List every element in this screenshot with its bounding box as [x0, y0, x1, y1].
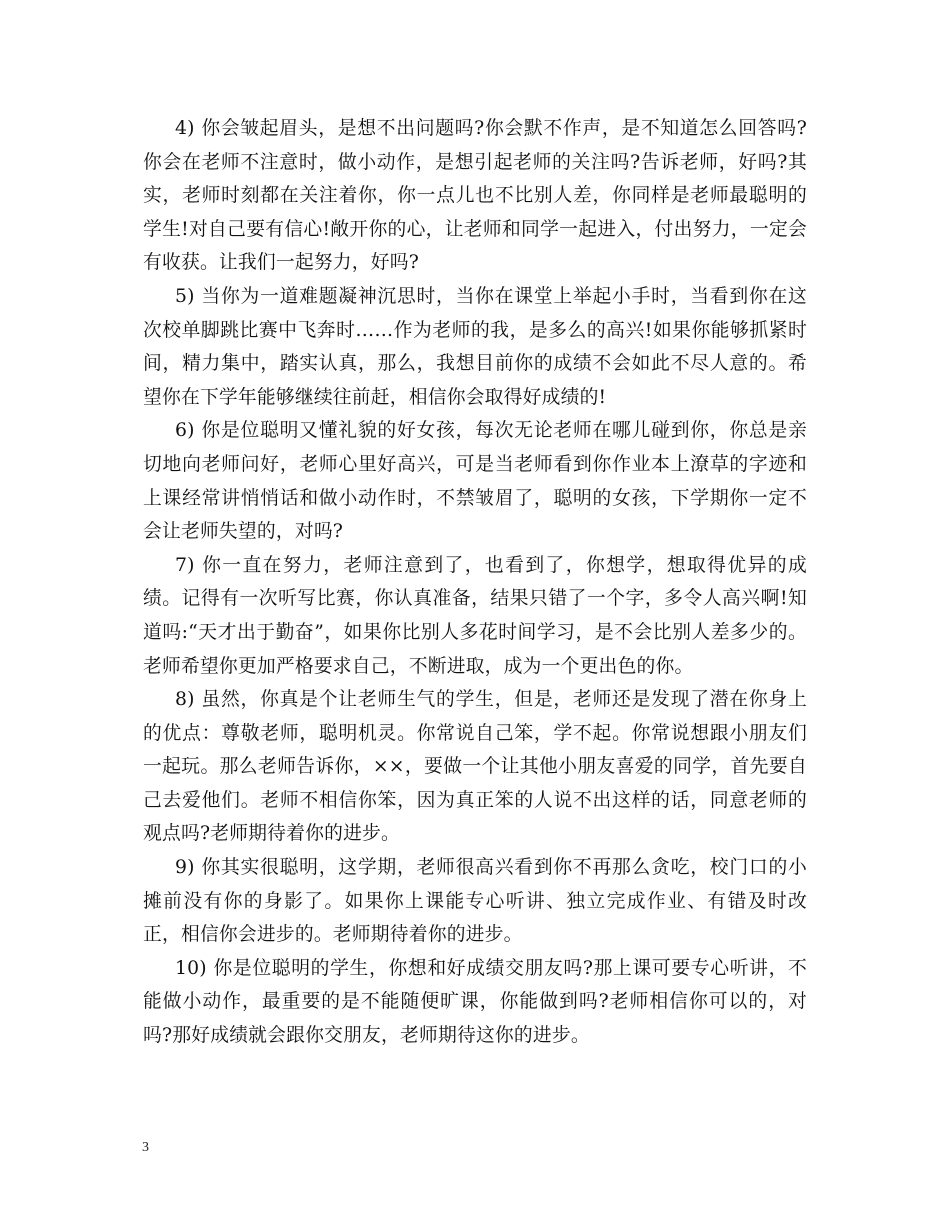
- paragraph-5: 5) 当你为一道难题凝神沉思时，当你在课堂上举起小手时，当看到你在这次校单脚跳比赛中飞奔时……作为老师的我，是多么的高兴!如果你能够抓紧时间，精力集中，踏实认真，那么，我想目前你的成绩不会如此不尽人意的。希望你在下学年能够继续往前赶，相信你会取得好成绩的!: [143, 285, 807, 408]
- paragraph-6: 6) 你是位聪明又懂礼貌的好女孩，每次无论老师在哪儿碰到你，你总是亲切地向老师问好，老师心里好高兴，可是当老师看到你作业本上潦草的字迹和上课经常讲悄悄话和做小动作时，不禁皱眉了，聪明的女孩，下学期你一定不会让老师失望的，对吗?: [143, 420, 807, 543]
- paragraph-8: 8) 虽然，你真是个让老师生气的学生，但是，老师还是发现了潜在你身上的优点：尊敬老师，聪明机灵。你常说自己笨，学不起。你常说想跟小朋友们一起玩。那么老师告诉你，××，要做一个让其他小朋友喜爱的同学，首先要自己去爱他们。老师不相信你笨，因为真正笨的人说不出这样的话，同意老师的观点吗?老师期待着你的进步。: [143, 689, 807, 845]
- document-body: [143, 112, 807, 1053]
- paragraph-7: 7) 你一直在努力，老师注意到了，也看到了，你想学，想取得优异的成绩。记得有一次听写比赛，你认真准备，结果只错了一个字，多令人高兴啊!知道吗:“天才出于勤奋”，如果你比别人多花时间学习，是不会比别人差多少的。老师希望你更加严格要求自己，不断进取，成为一个更出色的你。: [143, 554, 807, 677]
- paragraph-4: 4) 你会皱起眉头，是想不出问题吗?你会默不作声，是不知道怎么回答吗?你会在老师不注意时，做小动作，是想引起老师的关注吗?告诉老师，好吗?其实，老师时刻都在关注着你，你一点儿也不比别人差，你同样是老师最聪明的学生!对自己要有信心!敞开你的心，让老师和同学一起进入，付出努力，一定会有收获。让我们一起努力，好吗?: [143, 118, 807, 274]
- paragraph-9: 9) 你其实很聪明，这学期，老师很高兴看到你不再那么贪吃，校门口的小摊前没有你的身影了。如果你上课能专心听讲、独立完成作业、有错及时改正，相信你会进步的。老师期待着你的进步。: [143, 857, 807, 946]
- page-number: 3: [142, 1140, 149, 1155]
- paragraph-10: 10) 你是位聪明的学生，你想和好成绩交朋友吗?那上课可要专心听讲，不能做小动作，最重要的是不能随便旷课，你能做到吗?老师相信你可以的，对吗?那好成绩就会跟你交朋友，老师期待这你的进步。: [143, 957, 807, 1047]
